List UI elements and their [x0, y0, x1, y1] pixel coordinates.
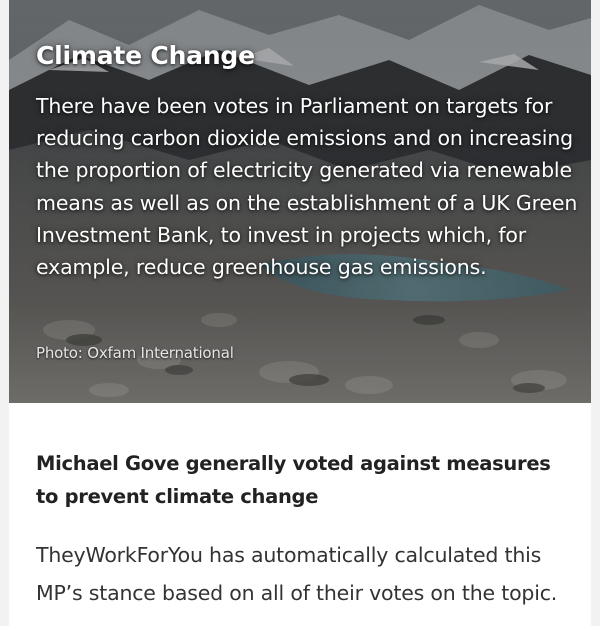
- stance-card: [9, 403, 591, 626]
- stance-explanation: TheyWorkForYou has automatically calculated this MP’s stance based on all of their votes on the topic.: [36, 543, 558, 605]
- stance-summary: Michael Gove generally voted against measures to prevent climate change: [36, 452, 551, 508]
- topic-title: Climate Change: [36, 41, 255, 70]
- hero-text-block: [36, 36, 581, 283]
- photo-credit: Photo: Oxfam International: [36, 344, 234, 362]
- topic-description: There have been votes in Parliament on targets for reducing carbon dioxide emissions and on increasing the proportion of electricity generated via renewable means as well as on the establishment of a UK Green Investment Bank, to invest in projects which, for example, reduce greenhouse gas emissions.: [36, 94, 578, 280]
- topic-hero-banner: [9, 0, 591, 403]
